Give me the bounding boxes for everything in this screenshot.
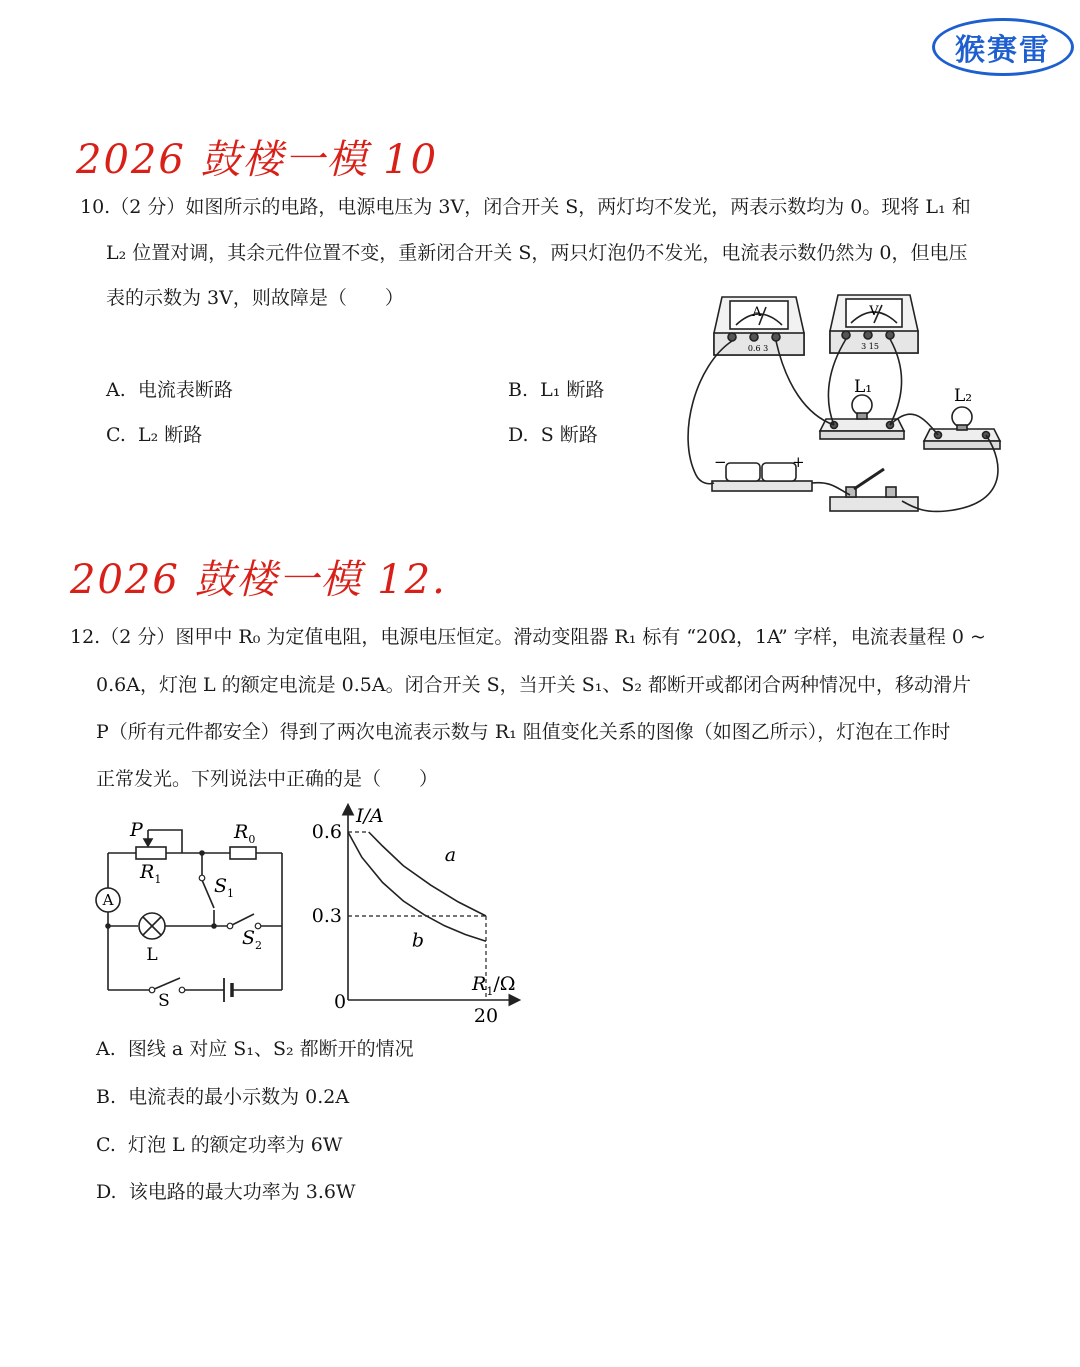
q12-line-2: 0.6A，灯泡 L 的额定电流是 0.5A。闭合开关 S，当开关 S₁、S₂ 都断开或都闭合两种情况中，移动滑片 [96,674,972,696]
q12-current-resistance-chart [300,800,532,1032]
option-text: 该电路的最大功率为 3.6W [128,1181,356,1203]
label-s: S [158,991,170,1011]
lamp-1-label: L₁ [854,377,873,397]
ammeter-terminals: 0.6 3 [747,344,769,353]
q12-option-c[interactable] [96,1136,342,1155]
switch [830,469,918,511]
y-tick-label: 0.6 [311,821,342,843]
junction-dot [211,923,217,929]
resistor-r1 [136,847,166,859]
y-axis-label: I/A [356,805,384,827]
q10-option-c[interactable] [106,426,202,445]
q12-line-1: 12.（2 分）图甲中 R₀ 为定值电阻，电源电压恒定。滑动变阻器 R₁ 标有 “20Ω，1A” 字样，电流表量程 0 ~ [70,626,986,648]
series-b-label: b [411,929,425,952]
q10-option-a[interactable] [106,381,233,400]
option-letter: C. [96,1134,116,1156]
option-text: L₁ 断路 [540,379,605,401]
option-letter: A. [96,1038,116,1060]
y-tick-label: 0.3 [311,905,342,927]
option-text: S 断路 [540,424,598,446]
option-text: 图线 a 对应 S₁、S₂ 都断开的情况 [127,1038,414,1060]
series-a-line [369,832,486,916]
option-letter: B. [508,379,529,401]
label-s2: $S_2$ [242,927,263,952]
slider-p-head [144,839,152,846]
annotation-q12: 2026 鼓楼一模 12. [70,557,447,603]
label-p: P [130,819,143,841]
q10-option-b[interactable] [508,381,604,400]
wire [812,483,850,495]
stamp-text: 猴赛雷 [955,33,1051,68]
series-b-line [348,832,486,941]
voltmeter-terminals: 3 15 [861,342,879,351]
switch-s-blade [152,978,180,990]
q10-option-d[interactable] [508,426,598,445]
label-s1: $S_1$ [214,875,235,900]
lamp-2-label: L₂ [954,386,973,406]
q10-line-1: 10.（2 分）如图所示的电路，电源电压为 3V，闭合开关 S，两灯均不发光，两表示数均为 0。现将 L₁ 和 [80,196,971,218]
battery-plus: + [792,453,805,471]
switch-s-contact [179,987,185,993]
q10-circuit-figure [686,285,1016,525]
lamp-1 [820,395,904,439]
label-r0: $R_0$ [234,821,256,846]
switch-s2-contact [255,923,261,929]
resistor-r0 [230,847,256,859]
q12-option-b[interactable] [96,1088,349,1107]
switch-s1-pivot [199,875,205,881]
lamp-2 [924,407,1000,449]
x-tick-label: 20 [473,1005,499,1027]
option-text: 电流表断路 [137,379,233,401]
switch-s2-blade [230,914,254,926]
ammeter-letter: A [102,891,114,909]
battery-minus: − [714,453,727,471]
origin-label: 0 [334,991,347,1013]
option-text: L₂ 断路 [138,424,203,446]
option-letter: D. [96,1181,117,1203]
junction-dot [199,850,205,856]
label-l: L [146,945,158,965]
option-letter: D. [508,424,529,446]
voltmeter-label: V [869,304,879,319]
q12-option-a[interactable] [96,1040,414,1059]
annotation-q10: 2026 鼓楼一模 10 [76,137,439,183]
q12-line-4: 正常发光。下列说法中正确的是（ ） [96,768,439,790]
switch-s2-pivot [227,923,233,929]
q10-line-2: L₂ 位置对调，其余元件位置不变，重新闭合开关 S，两只灯泡仍不发光，电流表示数仍然为 0，但电压 [106,242,968,264]
slider-p-wire [148,830,182,853]
stamp-logo [932,18,1074,76]
x-axis-label: $R_1/\Omega$ [472,973,516,998]
q12-circuit-diagram [90,808,300,1020]
label-r1: $R_1$ [140,861,162,886]
option-text: 电流表的最小示数为 0.2A [128,1086,350,1108]
ammeter-label: A [752,305,762,320]
junction-dot [105,923,111,929]
series-a-label: a [444,844,457,867]
switch-s-pivot [149,987,155,993]
option-letter: A. [106,379,126,401]
q10-line-3: 表的示数为 3V，则故障是（ ） [106,287,404,309]
option-letter: B. [96,1086,117,1108]
option-letter: C. [106,424,126,446]
q12-option-d[interactable] [96,1183,356,1202]
q12-line-3: P（所有元件都安全）得到了两次电流表示数与 R₁ 阻值变化关系的图像（如图乙所示），灯泡在工作时 [96,721,951,743]
option-text: 灯泡 L 的额定功率为 6W [128,1134,343,1156]
switch-s1-blade [202,880,214,908]
